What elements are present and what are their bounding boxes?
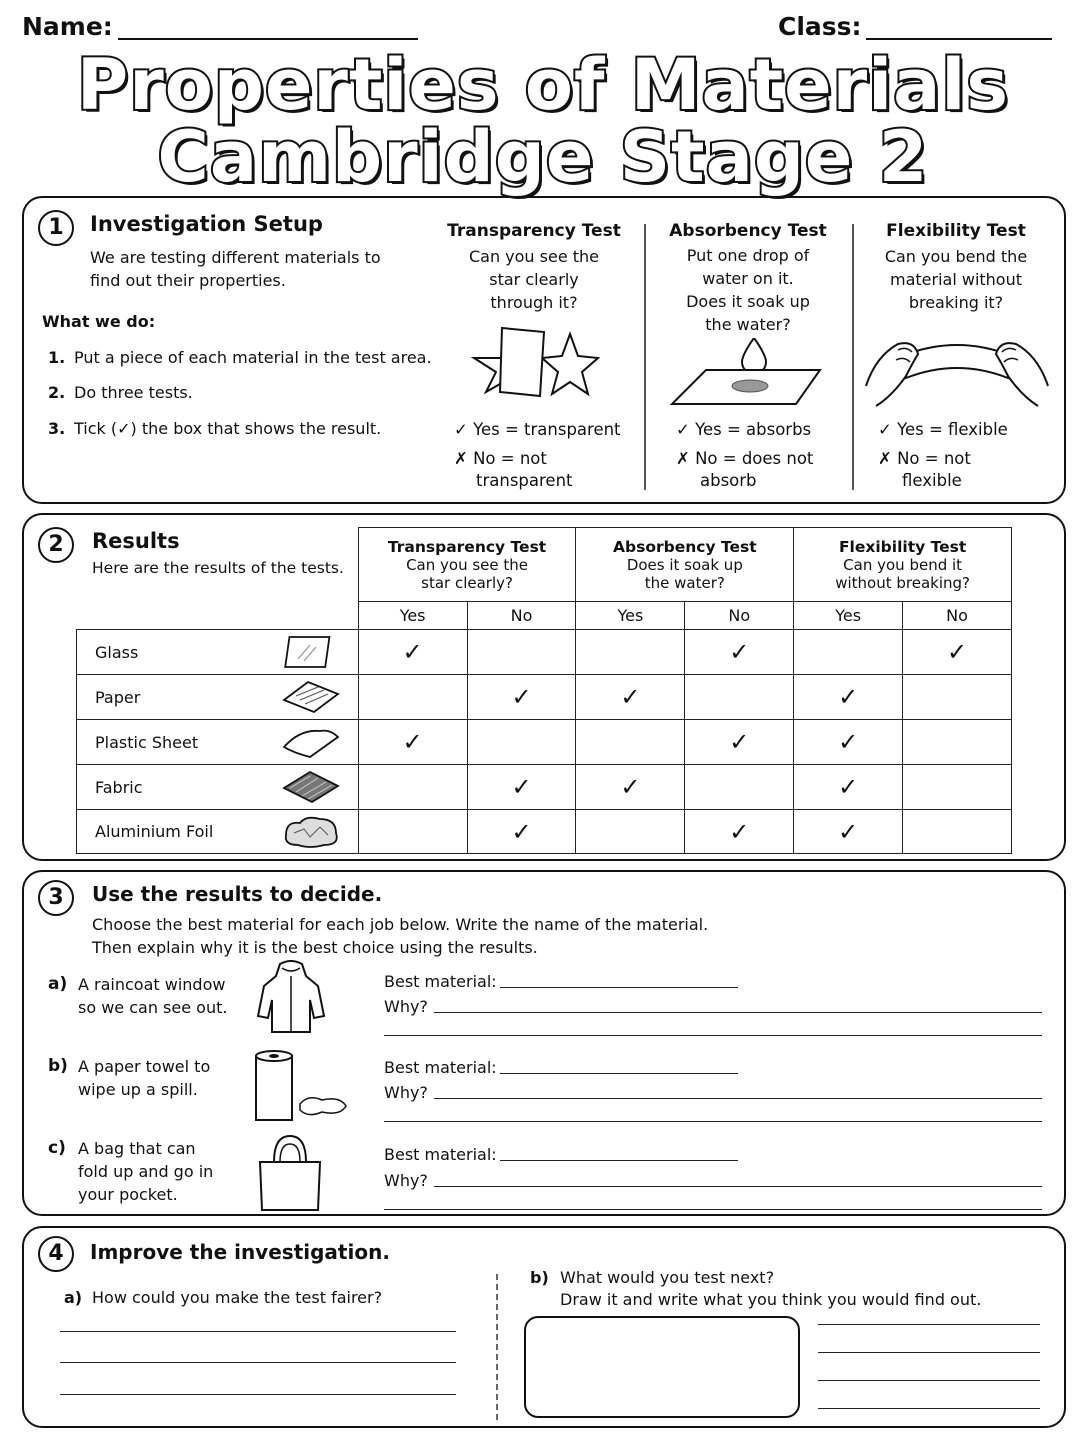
why-field-line-2[interactable]: [384, 1121, 1042, 1122]
table-row: [77, 630, 1012, 675]
question-a-text: How could you make the test fairer?: [92, 1288, 383, 1307]
answer-line-b3[interactable]: [818, 1380, 1040, 1381]
section-number: 4: [38, 1236, 74, 1272]
test-question: the water?: [705, 315, 791, 334]
result-transparent-yes[interactable]: [358, 675, 467, 720]
table-row: [77, 675, 1012, 720]
result-transparent-yes[interactable]: [358, 720, 467, 765]
result-flexible-yes[interactable]: [794, 630, 903, 675]
test-question: Does it soak up: [686, 292, 810, 311]
foil-icon: [280, 813, 342, 851]
test-question: breaking it?: [908, 293, 1004, 312]
yes-header: Yes: [576, 602, 685, 630]
column-title: Transparency Test: [387, 537, 547, 556]
class-label: Class:: [778, 12, 862, 41]
bag-icon: [254, 1132, 326, 1212]
result-flexible-no[interactable]: [903, 765, 1012, 810]
table-row: [77, 810, 1012, 854]
section-title: Improve the investigation.: [90, 1240, 390, 1264]
name-label: Name:: [22, 12, 113, 41]
step-number: 2.: [48, 383, 66, 402]
answer-line-b4[interactable]: [818, 1408, 1040, 1409]
section-results: [22, 513, 1066, 861]
result-transparent-yes[interactable]: [358, 810, 467, 854]
job-text: A bag that can: [78, 1139, 196, 1158]
material-name: Aluminium Foil: [95, 822, 214, 841]
column-title: Absorbency Test: [613, 537, 757, 556]
column-question: without breaking?: [835, 573, 970, 592]
material-name: Glass: [95, 642, 139, 662]
question-letter: b): [530, 1268, 549, 1287]
job-text: wipe up a spill.: [78, 1080, 198, 1099]
section-number: 2: [38, 527, 74, 563]
yes-key: ✓ Yes = transparent: [454, 420, 621, 439]
yes-key: ✓ Yes = absorbs: [676, 420, 812, 439]
test-title: Transparency Test: [447, 221, 621, 241]
tick-mark: ✓: [511, 817, 532, 846]
tick-mark: ✓: [838, 773, 859, 801]
no-key-cont: flexible: [902, 471, 962, 490]
question-letter: a): [64, 1288, 83, 1307]
result-absorbs-yes[interactable]: [576, 630, 685, 675]
result-absorbs-no[interactable]: [685, 720, 794, 765]
tick-mark: ✓: [838, 817, 859, 846]
test-title: Absorbency Test: [669, 221, 827, 241]
result-flexible-no[interactable]: [903, 675, 1012, 720]
column-header: [576, 528, 794, 602]
section-title: Investigation Setup: [90, 212, 323, 236]
best-material-label: Best material:: [384, 972, 497, 991]
class-field[interactable]: [866, 38, 1052, 40]
table-header-row: [77, 528, 1012, 602]
material-cell: [77, 810, 359, 854]
result-flexible-yes[interactable]: [794, 675, 903, 720]
result-transparent-yes[interactable]: [358, 765, 467, 810]
instruction-line-2: Then explain why it is the best choice using the results.: [92, 938, 538, 957]
tick-mark: ✓: [838, 683, 859, 711]
test-question: Can you bend the: [884, 247, 1028, 266]
best-material-field[interactable]: [500, 1160, 738, 1161]
result-transparent-no[interactable]: [467, 765, 576, 810]
drawing-box[interactable]: [524, 1316, 800, 1418]
material-cell: [77, 720, 359, 765]
instruction-line-1: Choose the best material for each job below. Write the name of the material.: [92, 915, 709, 934]
result-absorbs-no[interactable]: [685, 630, 794, 675]
no-header: No: [467, 602, 576, 630]
no-header: No: [685, 602, 794, 630]
column-divider: [644, 224, 646, 490]
why-field-line-2[interactable]: [384, 1035, 1042, 1036]
column-question: Can you bend it: [843, 555, 963, 574]
tick-mark: ✓: [729, 638, 750, 666]
result-flexible-yes[interactable]: [794, 720, 903, 765]
why-field-line-2[interactable]: [384, 1209, 1042, 1210]
job-letter: a): [48, 974, 68, 994]
steps-heading: What we do:: [42, 312, 156, 331]
table-row: [77, 720, 1012, 765]
section-number: 3: [38, 880, 74, 916]
material-name: Paper: [95, 687, 141, 707]
result-flexible-no[interactable]: [903, 810, 1012, 854]
column-header: [794, 528, 1012, 602]
tick-mark: ✓: [620, 683, 641, 711]
job-text: A paper towel to: [78, 1057, 211, 1076]
result-absorbs-no[interactable]: [685, 765, 794, 810]
test-question: material without: [889, 270, 1022, 289]
results-table: [76, 527, 1012, 854]
question-b-instruction: Draw it and write what you think you would find out.: [560, 1290, 982, 1309]
result-transparent-no[interactable]: [467, 675, 576, 720]
table-row: [77, 765, 1012, 810]
job-text: A raincoat window: [78, 975, 226, 994]
tick-mark: ✓: [511, 773, 532, 801]
result-flexible-yes[interactable]: [794, 765, 903, 810]
page-subtitle: Cambridge Stage 2: [157, 116, 929, 198]
why-field[interactable]: [434, 1012, 1042, 1013]
job-letter: c): [48, 1138, 66, 1158]
test-title: Flexibility Test: [886, 221, 1026, 241]
test-question: water on it.: [702, 269, 794, 288]
best-material-field[interactable]: [500, 987, 738, 988]
column-question: star clearly?: [421, 573, 513, 592]
material-name: Plastic Sheet: [95, 732, 199, 752]
step-number: 3.: [48, 419, 66, 438]
answer-line-b2[interactable]: [818, 1352, 1040, 1353]
result-flexible-yes[interactable]: [794, 810, 903, 854]
best-material-field[interactable]: [500, 1073, 738, 1074]
test-question: star clearly: [489, 270, 579, 289]
job-text: so we can see out.: [78, 998, 228, 1017]
no-key: ✗ No = not: [878, 449, 971, 468]
column-question: the water?: [644, 573, 725, 592]
paper-icon: [280, 678, 342, 716]
material-cell: [77, 765, 359, 810]
column-question: Does it soak up: [626, 555, 743, 574]
tick-mark: ✓: [402, 728, 423, 756]
result-absorbs-yes[interactable]: [576, 720, 685, 765]
result-flexible-no[interactable]: [903, 720, 1012, 765]
job-text: your pocket.: [78, 1185, 178, 1204]
tick-mark: ✓: [729, 817, 750, 846]
section-title: Use the results to decide.: [92, 882, 383, 906]
tick-mark: ✓: [729, 728, 750, 756]
question-b-text: What would you test next?: [560, 1268, 775, 1287]
yes-header: Yes: [794, 602, 903, 630]
tick-mark: ✓: [620, 773, 641, 801]
glass-icon: [280, 633, 342, 671]
result-transparent-no[interactable]: [467, 630, 576, 675]
why-label: Why?: [384, 1171, 428, 1190]
page-title: Properties of Materials: [76, 44, 1010, 126]
no-key: ✗ No = not: [454, 449, 547, 468]
step-text: Do three tests.: [74, 383, 193, 402]
test-question: through it?: [490, 293, 578, 312]
intro-line-2: find out their properties.: [90, 271, 286, 290]
best-material-label: Best material:: [384, 1058, 497, 1077]
column-title: Flexibility Test: [838, 537, 967, 556]
result-absorbs-no[interactable]: [685, 675, 794, 720]
step-text: Put a piece of each material in the test area.: [74, 348, 432, 367]
no-key: ✗ No = does not: [676, 449, 814, 468]
fabric-icon: [280, 768, 342, 806]
yes-key: ✓ Yes = flexible: [878, 420, 1008, 439]
tick-mark: ✓: [402, 638, 423, 666]
why-field[interactable]: [434, 1186, 1042, 1187]
test-question: Put one drop of: [686, 246, 810, 265]
column-divider: [852, 224, 854, 490]
section-number: 1: [38, 210, 74, 246]
why-label: Why?: [384, 1083, 428, 1102]
result-flexible-no[interactable]: [903, 630, 1012, 675]
section-subtitle: Here are the results of the tests.: [92, 559, 344, 577]
answer-line-a2[interactable]: [60, 1362, 456, 1363]
step-text: Tick (✓) the box that shows the result.: [74, 419, 382, 438]
yes-header: Yes: [358, 602, 467, 630]
result-absorbs-no[interactable]: [685, 810, 794, 854]
material-cell: [77, 630, 359, 675]
test-question: Can you see the: [468, 247, 600, 266]
why-label: Why?: [384, 997, 428, 1016]
raincoat-icon: [256, 960, 326, 1034]
material-cell: [77, 675, 359, 720]
plastic-sheet-icon: [280, 723, 342, 761]
section-title: Results: [92, 529, 180, 553]
tick-mark: ✓: [946, 638, 968, 666]
water-drop-icon: [670, 338, 830, 408]
material-name: Fabric: [95, 777, 143, 797]
dashed-divider: [496, 1274, 498, 1420]
job-text: fold up and go in: [78, 1162, 214, 1181]
result-absorbs-yes[interactable]: [576, 675, 685, 720]
no-key-cont: transparent: [476, 471, 573, 490]
transparency-star-icon: [470, 322, 600, 400]
answer-line-a3[interactable]: [60, 1394, 456, 1395]
section-investigation-setup: [22, 196, 1066, 504]
no-header: No: [903, 602, 1012, 630]
paper-towel-icon: [250, 1050, 350, 1124]
section-improve: [22, 1226, 1066, 1428]
column-question: Can you see the: [406, 555, 529, 574]
tick-mark: ✓: [838, 728, 859, 756]
bending-hands-icon: [862, 326, 1052, 410]
result-transparent-yes[interactable]: [358, 630, 467, 675]
answer-line-b1[interactable]: [818, 1324, 1040, 1325]
result-absorbs-yes[interactable]: [576, 810, 685, 854]
section-decide: [22, 870, 1066, 1216]
column-header: [358, 528, 576, 602]
tick-mark: ✓: [511, 683, 532, 711]
no-key-cont: absorb: [700, 471, 757, 490]
result-absorbs-yes[interactable]: [576, 765, 685, 810]
result-transparent-no[interactable]: [467, 810, 576, 854]
why-field[interactable]: [434, 1098, 1042, 1099]
job-letter: b): [48, 1056, 68, 1076]
yes-no-header-row: [77, 602, 1012, 630]
intro-line-1: We are testing different materials to: [90, 248, 381, 267]
step-number: 1.: [48, 348, 66, 367]
best-material-label: Best material:: [384, 1145, 497, 1164]
name-field[interactable]: [118, 38, 418, 40]
result-transparent-no[interactable]: [467, 720, 576, 765]
answer-line-a1[interactable]: [60, 1331, 456, 1332]
